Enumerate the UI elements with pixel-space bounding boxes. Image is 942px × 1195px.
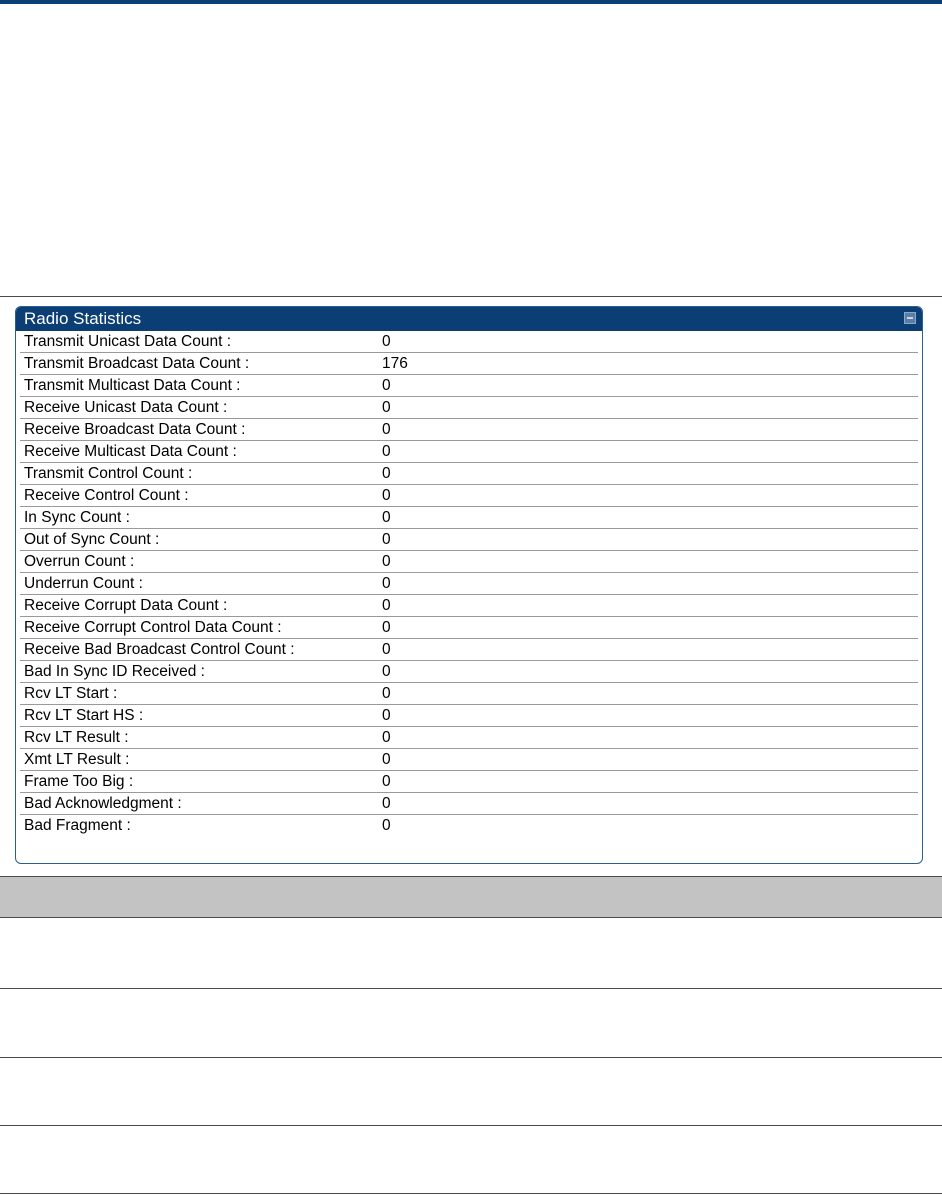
table-row [20, 463, 918, 485]
table-row [20, 815, 918, 837]
table-row [20, 705, 918, 727]
stat-value: 0 [382, 333, 391, 350]
table-row [20, 397, 918, 419]
stat-value: 0 [382, 465, 391, 482]
stat-value: 0 [382, 663, 391, 680]
panel-title: Radio Statistics [24, 309, 142, 328]
table-row [20, 573, 918, 595]
table-row [20, 727, 918, 749]
stat-label: Xmt LT Result : [24, 751, 130, 768]
table-row [20, 375, 918, 397]
stat-label: Receive Bad Broadcast Control Count : [24, 641, 295, 658]
stat-label: Bad Fragment : [24, 817, 131, 834]
table-row [20, 485, 918, 507]
table-divider [0, 1125, 942, 1126]
stat-value: 0 [382, 773, 391, 790]
collapse-icon[interactable] [904, 312, 916, 324]
stat-label: Transmit Control Count : [24, 465, 193, 482]
stat-value: 0 [382, 597, 391, 614]
stat-value: 0 [382, 443, 391, 460]
stat-value: 0 [382, 685, 391, 702]
table-header-row [0, 876, 942, 918]
stat-label: Receive Multicast Data Count : [24, 443, 237, 460]
radio-statistics-panel [15, 306, 923, 864]
table-row [20, 639, 918, 661]
stat-label: Frame Too Big : [24, 773, 134, 790]
stat-label: Receive Broadcast Data Count : [24, 421, 246, 438]
panel-header [16, 307, 922, 331]
table-row [20, 617, 918, 639]
table-divider [0, 988, 942, 989]
table-row [20, 507, 918, 529]
top-accent-bar [0, 0, 942, 4]
stat-label: In Sync Count : [24, 509, 130, 526]
stat-value: 0 [382, 509, 391, 526]
stat-label: Rcv LT Start : [24, 685, 118, 702]
stat-value: 0 [382, 619, 391, 636]
table-row [20, 771, 918, 793]
stat-label: Bad Acknowledgment : [24, 795, 182, 812]
table-row [20, 661, 918, 683]
stat-value: 0 [382, 729, 391, 746]
stat-value: 0 [382, 641, 391, 658]
table-row [20, 551, 918, 573]
stat-label: Transmit Broadcast Data Count : [24, 355, 250, 372]
table-row [20, 683, 918, 705]
table-row [20, 595, 918, 617]
stat-label: Transmit Multicast Data Count : [24, 377, 241, 394]
stat-label: Receive Corrupt Data Count : [24, 597, 228, 614]
stat-label: Out of Sync Count : [24, 531, 160, 548]
table-row [20, 441, 918, 463]
stat-label: Rcv LT Start HS : [24, 707, 144, 724]
section-divider [0, 296, 942, 297]
stat-value: 176 [382, 355, 408, 372]
stat-label: Receive Unicast Data Count : [24, 399, 228, 416]
stat-value: 0 [382, 377, 391, 394]
table-row [20, 793, 918, 815]
stat-value: 0 [382, 707, 391, 724]
stat-label: Rcv LT Result : [24, 729, 129, 746]
stat-value: 0 [382, 751, 391, 768]
stat-label: Receive Corrupt Control Data Count : [24, 619, 282, 636]
stat-label: Bad In Sync ID Received : [24, 663, 205, 680]
table-row [20, 749, 918, 771]
table-row [20, 529, 918, 551]
stat-value: 0 [382, 487, 391, 504]
stat-label: Underrun Count : [24, 575, 143, 592]
stat-value: 0 [382, 817, 391, 834]
table-divider [0, 1057, 942, 1058]
stat-label: Overrun Count : [24, 553, 135, 570]
stat-label: Transmit Unicast Data Count : [24, 333, 232, 350]
stat-value: 0 [382, 399, 391, 416]
stat-label: Receive Control Count : [24, 487, 189, 504]
stat-value: 0 [382, 575, 391, 592]
table-row [20, 353, 918, 375]
stat-value: 0 [382, 795, 391, 812]
stat-value: 0 [382, 531, 391, 548]
table-divider [0, 1193, 942, 1194]
table-row [20, 419, 918, 441]
table-row [20, 331, 918, 353]
stats-table [16, 331, 922, 837]
stat-value: 0 [382, 553, 391, 570]
stat-value: 0 [382, 421, 391, 438]
